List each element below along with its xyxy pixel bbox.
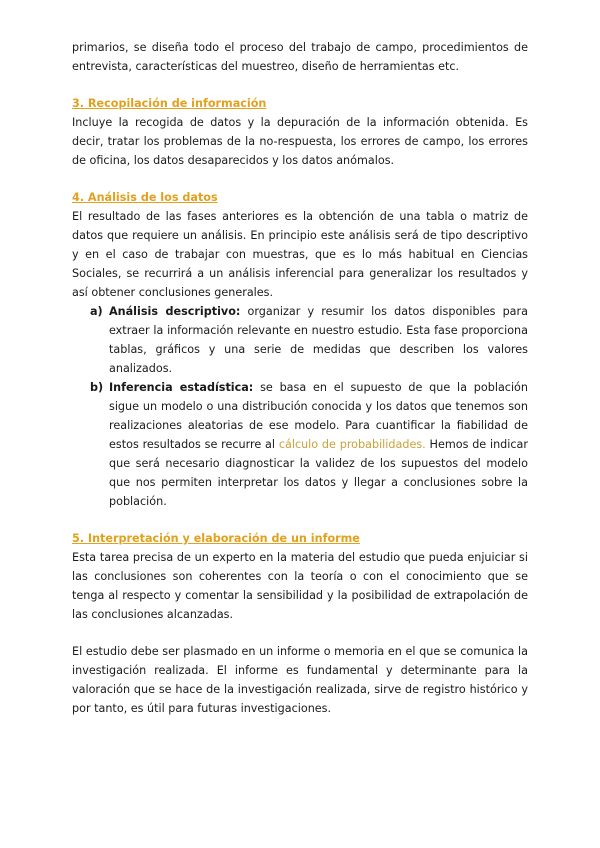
item-text: organizar y resumir los datos disponibles para extraer la información relevante en nuestro estudio. Esta fase proporciona tablas, gráficos y una serie de medidas que describen los valores analizados. bbox=[109, 305, 528, 375]
list-item-inferential bbox=[90, 378, 528, 511]
intro-paragraph: primarios, se diseña todo el proceso del trabajo de campo, procedimientos de entrevista, características del muestreo, diseño de herramientas etc. bbox=[72, 41, 528, 73]
term-descriptive: Análisis descriptivo: bbox=[109, 305, 241, 318]
analysis-types-list bbox=[72, 302, 528, 511]
list-marker: b) bbox=[90, 381, 104, 394]
list-marker: a) bbox=[90, 305, 103, 318]
section-4-heading: 4. Análisis de los datos bbox=[72, 191, 218, 204]
section-5-body-1: Esta tarea precisa de un experto en la materia del estudio que pueda enjuiciar si las conclusiones son coherentes con la teoría o con el conocimiento que se tenga al respecto y comentar la sensibilidad y la posibilidad de extrapolación de las conclusiones alcanzadas. bbox=[72, 551, 528, 621]
item-text: se basa en el supuesto de que la población sigue un modelo o una distribución conocida y los datos que tenemos son realizaciones aleatorias de ese modelo. Para cuantificar la fiabilidad de estos resultados se recurre al bbox=[109, 381, 528, 451]
section-4-body: El resultado de las fases anteriores es la obtención de una tabla o matriz de datos que requiere un análisis. En principio este análisis será de tipo descriptivo y en el caso de trabajar con muestras, que es lo más habitual en Ciencias Sociales, se recurrirá a un análisis inferencial para generalizar los resultados y así obtener conclusiones generales. bbox=[72, 210, 528, 299]
section-5-body-2: El estudio debe ser plasmado en un informe o memoria en el que se comunica la investigación realizada. El informe es fundamental y determinante para la valoración que se hace de la investigación realizada, sirve de registro histórico y por tanto, es útil para futuras investigaciones. bbox=[72, 645, 528, 715]
list-item-descriptive bbox=[90, 302, 528, 378]
section-5-heading: 5. Interpretación y elaboración de un informe bbox=[72, 532, 360, 545]
document-content bbox=[72, 38, 528, 718]
section-3-body: Incluye la recogida de datos y la depuración de la información obtenida. Es decir, tratar los problemas de la no-respuesta, los errores de campo, los errores de oficina, los datos desaparecidos y los datos anómalos. bbox=[72, 116, 528, 167]
probability-link[interactable]: cálculo de probabilidades. bbox=[278, 438, 426, 451]
item-text-after: Hemos de indicar que será necesario diagnosticar la validez de los supuestos del modelo que nos permiten interpretar los datos y llegar a conclusiones sobre la población. bbox=[109, 438, 528, 508]
section-3-heading: 3. Recopilación de información bbox=[72, 97, 267, 110]
term-inferential: Inferencia estadística: bbox=[109, 381, 254, 394]
